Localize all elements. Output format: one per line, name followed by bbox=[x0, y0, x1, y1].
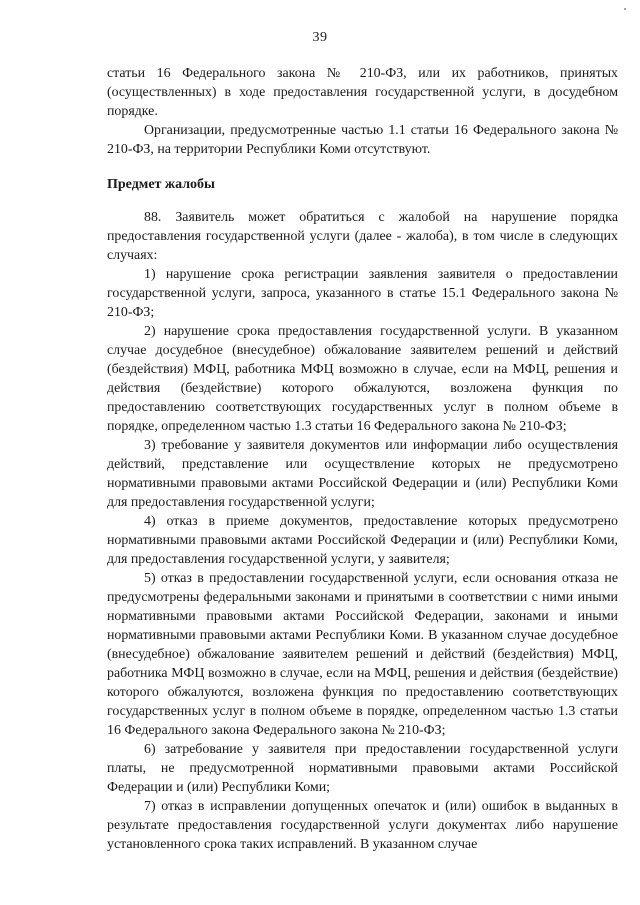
section-heading: Предмет жалобы bbox=[107, 177, 215, 192]
continuation-paragraph: статьи 16 Федерального закона № 210-ФЗ, или их работников, принятых (осуществленных) в ходе предоставления государственной услуги, в досудебном порядке. bbox=[107, 66, 618, 119]
organizations-note-paragraph: Организации, предусмотренные частью 1.1 статьи 16 Федерального закона № 210-ФЗ, на территории Республики Коми отсутствуют. bbox=[107, 123, 618, 157]
list-item-3: 3) требование у заявителя документов или информации либо осуществления действий, представление или осуществление которых не предусмотрено нормативными правовыми актами Российской Федерации и (или) Республики Коми для предоставления государственной услуги; bbox=[107, 438, 618, 510]
page-number: 39 bbox=[312, 30, 328, 45]
intro-paragraph: 88. Заявитель может обратиться с жалобой на нарушение порядка предоставления государственной услуги (далее - жалоба), в том числе в следующих случаях: bbox=[107, 210, 618, 263]
document-body bbox=[107, 64, 618, 854]
list-item-7: 7) отказ в исправлении допущенных опечаток и (или) ошибок в выданных в результате предоставления государственной услуги документах либо нарушение установленного срока таких исправлений. В указанном случае bbox=[107, 799, 618, 852]
scan-artifact bbox=[624, 8, 626, 10]
list-item-2: 2) нарушение срока предоставления государственной услуги. В указанном случае досудебное (внесудебное) обжалование заявителем решений и действий (бездействия) МФЦ, работника МФЦ возможно в случае, если на МФЦ, решения и действия (бездействие) которого обжалуются, возложена функция по предоставлению соответствующих государственных услуг в полном объеме в порядке, определенном частью 1.3 статьи 16 Федерального закона № 210-ФЗ; bbox=[107, 324, 618, 434]
list-item-4: 4) отказ в приеме документов, предоставление которых предусмотрено нормативными правовыми актами Российской Федерации и (или) Республики Коми, для предоставления государственной услуги, у заявителя; bbox=[107, 514, 618, 567]
list-item-5: 5) отказ в предоставлении государственной услуги, если основания отказа не предусмотрены федеральными законами и принятыми в соответствии с ними иными нормативными правовыми актами Российской Федерации, законами и иными нормативными правовыми актами Республики Коми. В указанном случае досудебное (внесудебное) обжалование заявителем решений и действий (бездействия) МФЦ, работника МФЦ возможно в случае, если на МФЦ, решения и действия (бездействие) которого обжалуются, возложена функция по предоставлению соответствующих государственных услуг в полном объеме в порядке, определенном частью 1.3 статьи 16 Федерального закона Федерального закона № 210-ФЗ; bbox=[107, 571, 618, 738]
list-item-1: 1) нарушение срока регистрации заявления заявителя о предоставлении государственной услуги, запроса, указанного в статье 15.1 Федерального закона № 210-ФЗ; bbox=[107, 267, 618, 320]
list-item-6: 6) затребование у заявителя при предоставлении государственной услуги платы, не предусмотренной нормативными правовыми актами Российской Федерации и (или) Республики Коми; bbox=[107, 742, 618, 795]
